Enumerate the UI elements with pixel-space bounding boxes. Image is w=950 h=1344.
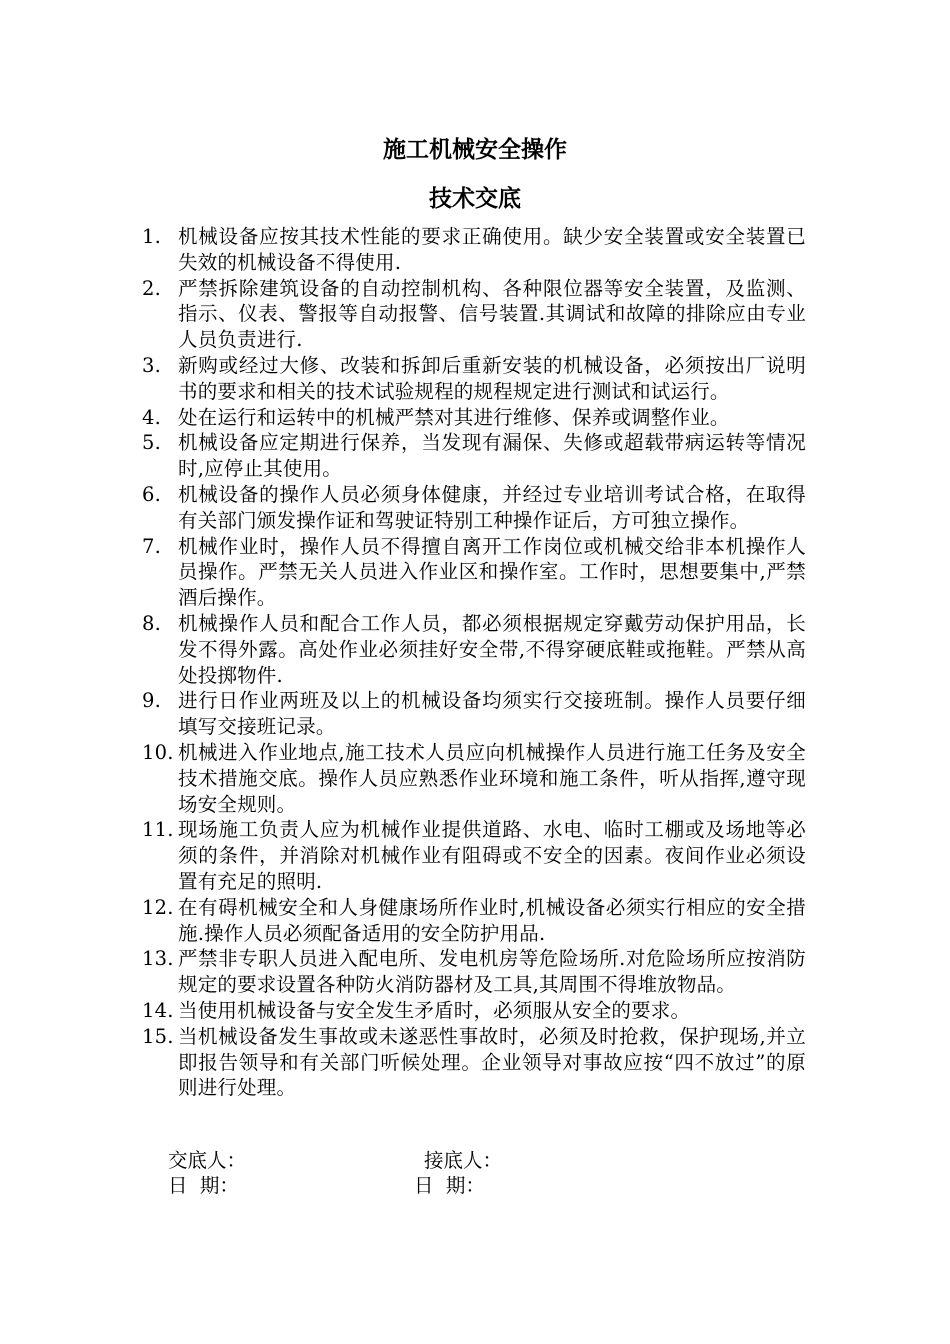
rule-item: [142, 688, 806, 740]
rule-text: 机械设备的操作人员必须身体健康，并经过专业培训考试合格，在取得有关部门颁发操作证和驾驶证特别工种操作证后，方可独立操作。: [178, 482, 806, 532]
rule-text: 机械作业时，操作人员不得擅自离开工作岗位或机械交给非本机操作人员操作。严禁无关人员进入作业区和操作室。工作时，思想要集中,严禁酒后操作。: [178, 534, 806, 610]
rule-text: 严禁拆除建筑设备的自动控制机构、各种限位器等安全装置，及监测、指示、仪表、警报等自动报警、信号装置.其调试和故障的排除应由专业人员负责进行.: [178, 276, 806, 352]
rule-text: 当使用机械设备与安全发生矛盾时，必须服从安全的要求。: [178, 998, 691, 1022]
rule-number: 1.: [142, 225, 162, 248]
document-title: 施工机械安全操作: [383, 137, 567, 163]
rule-text: 严禁非专职人员进入配电所、发电机房等危险场所.对危险场所应按消防规定的要求设置各种防火消防器材及工具,其周围不得堆放物品。: [178, 947, 806, 997]
handover-person-label: 交底人：: [168, 1149, 247, 1172]
rule-number: 8.: [142, 611, 162, 635]
rule-number: 13.: [142, 947, 174, 971]
rule-number: 3.: [142, 353, 162, 377]
rule-text: 处在运行和运转中的机械严禁对其进行维修、保养或调整作业。: [178, 405, 730, 429]
rule-text: 当机械设备发生事故或未遂恶性事故时，必须及时抢救，保护现场,并立即报告领导和有关部门听候处理。企业领导对事故应按“四不放过”的原则进行处理。: [178, 1024, 806, 1100]
rule-item: [142, 430, 806, 482]
rule-number: 5.: [142, 431, 162, 455]
rule-item: [142, 1024, 806, 1101]
rule-text: 新购或经过大修、改装和拆卸后重新安装的机械设备，必须按出厂说明书的要求和相关的技术试验规程的规程规定进行测试和试运行。: [178, 353, 806, 403]
rules-list: [142, 224, 806, 1101]
rule-text: 机械操作人员和配合工作人员，都必须根据规定穿戴劳动保护用品，长发不得外露。高处作业必须挂好安全带,不得穿硬底鞋或拖鞋。严禁从高处投掷物件.: [178, 611, 806, 687]
receiver-date-label: 日 期：: [414, 1174, 485, 1197]
rule-number: 4.: [142, 405, 162, 429]
rule-number: 2.: [142, 276, 162, 300]
rule-text: 在有碍机械安全和人身健康场所作业时,机械设备必须实行相应的安全措施.操作人员必须配备适用的安全防护用品.: [178, 895, 806, 945]
rule-text: 现场施工负责人应为机械作业提供道路、水电、临时工棚或及场地等必须的条件，并消除对机械作业有阻碍或不安全的因素。夜间作业必须设置有充足的照明.: [178, 818, 806, 893]
rule-text: 机械设备应定期进行保养，当发现有漏保、失修或超载带病运转等情况时,应停止其使用。: [178, 431, 806, 481]
rule-item: [142, 482, 806, 534]
rule-item: [142, 353, 806, 405]
rule-text: 机械设备应按其技术性能的要求正确使用。缺少安全装置或安全装置已失效的机械设备不得使用.: [178, 225, 806, 274]
rule-item: [142, 740, 806, 817]
rule-item: [142, 534, 806, 611]
document-subtitle: 技术交底: [429, 186, 521, 212]
rule-item: [142, 817, 806, 894]
rule-item: [142, 276, 806, 353]
rule-item: [142, 998, 806, 1024]
rule-item: [142, 611, 806, 688]
handover-date-label: 日 期：: [168, 1174, 239, 1197]
rule-number: 15.: [142, 1024, 174, 1048]
rule-item: [142, 224, 806, 276]
rule-number: 12.: [142, 895, 174, 919]
rule-item: [142, 895, 806, 947]
rule-item: [142, 405, 806, 431]
rule-number: 10.: [142, 740, 174, 764]
receiver-person-label: 接底人：: [424, 1149, 503, 1172]
rule-number: 9.: [142, 689, 162, 713]
rule-number: 7.: [142, 534, 162, 558]
rule-number: 11.: [142, 818, 174, 842]
rule-number: 6.: [142, 482, 162, 506]
rule-text: 进行日作业两班及以上的机械设备均须实行交接班制。操作人员要仔细填写交接班记录。: [178, 689, 806, 739]
rule-item: [142, 946, 806, 998]
rule-text: 机械进入作业地点,施工技术人员应向机械操作人员进行施工任务及安全技术措施交底。操作人员应熟悉作业环境和施工条件，听从指挥,遵守现场安全规则。: [178, 740, 806, 816]
rule-number: 14.: [142, 998, 174, 1022]
